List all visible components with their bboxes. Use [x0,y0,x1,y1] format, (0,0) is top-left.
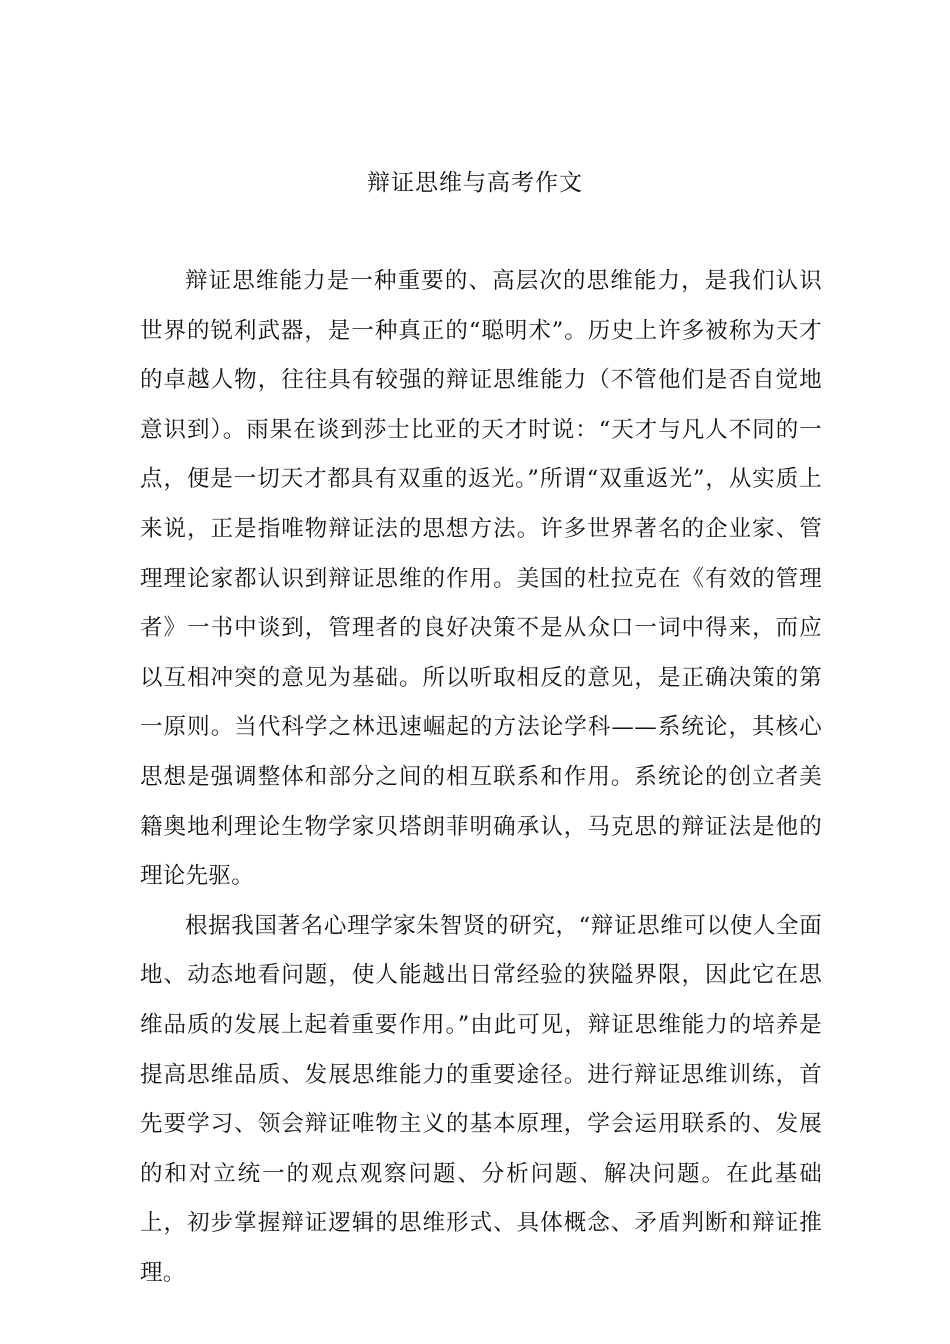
document-body [140,257,822,1298]
paragraph-2: 根据我国著名心理学家朱智贤的研究，“辩证思维可以使人全面地、动态地看问题，使人能越出日常经验的狭隘界限，因此它在思维品质的发展上起着重要作用。”由此可见，辩证思维能力的培养是提高思维品质、发展思维能力的重要途径。进行辩证思维训练，首先要学习、领会辩证唯物主义的基本原理，学会运用联系的、发展的和对立统一的观点观察问题、分析问题、解决问题。在此基础上，初步掌握辩证逻辑的思维形式、具体概念、矛盾判断和辩证推理。 [140,912,822,1286]
paragraph-1: 辩证思维能力是一种重要的、高层次的思维能力，是我们认识世界的锐利武器，是一种真正的“聪明术”。历史上许多被称为天才的卓越人物，往往具有较强的辩证思维能力（不管他们是否自觉地意识到）。雨果在谈到莎士比亚的天才时说：“天才与凡人不同的一点，便是一切天才都具有双重的返光。”所谓“双重返光”，从实质上来说，正是指唯物辩证法的思想方法。许多世界著名的企业家、管理理论家都认识到辩证思维的作用。美国的杜拉克在《有效的管理者》一书中谈到，管理者的良好决策不是从众口一词中得来，而应以互相冲突的意见为基础。所以听取相反的意见，是正确决策的第一原则。当代科学之林迅速崛起的方法论学科——系统论，其核心思想是强调整体和部分之间的相互联系和作用。系统论的创立者美籍奥地利理论生物学家贝塔朗菲明确承认，马克思的辩证法是他的理论先驱。 [140,268,822,890]
document-title: 辩证思维与高考作文 [367,170,583,196]
